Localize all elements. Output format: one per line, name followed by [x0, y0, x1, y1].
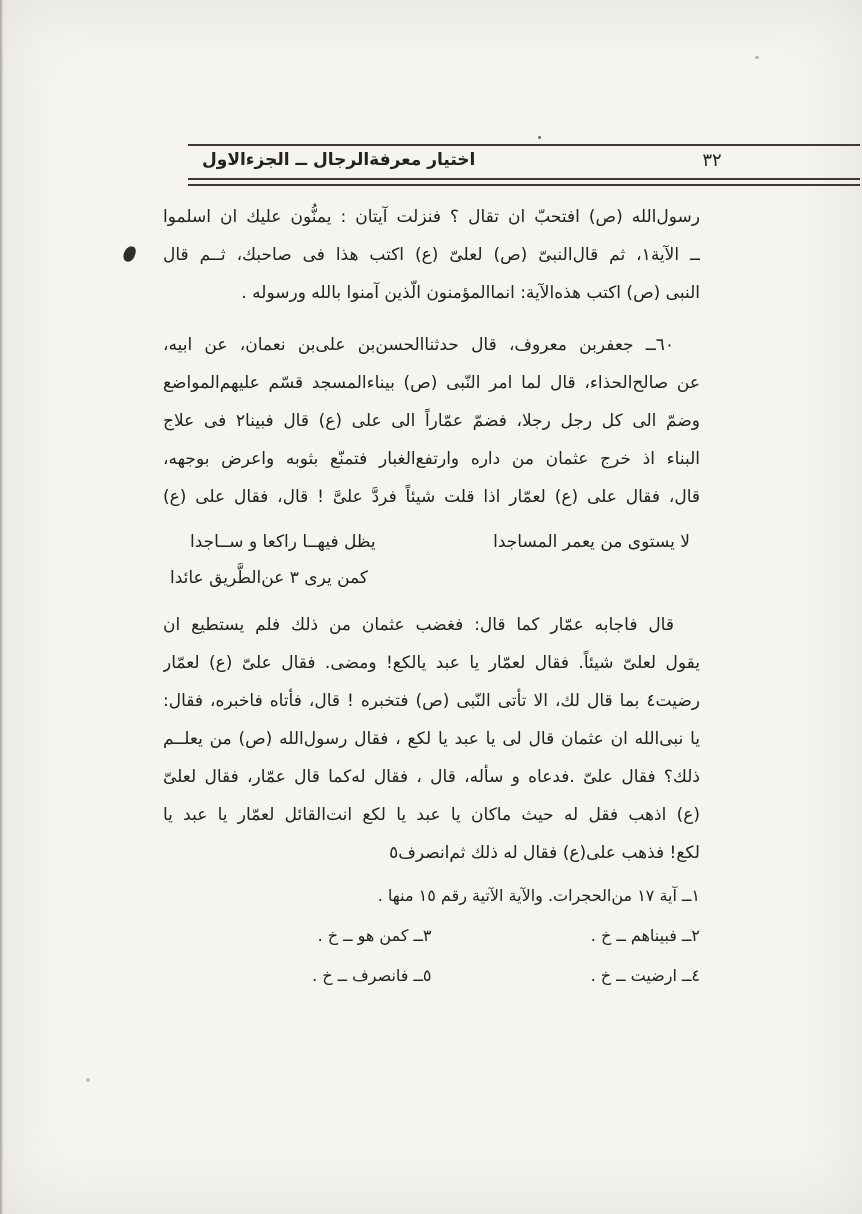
footnotes — [163, 876, 700, 996]
footnote-1: ١ــ آية ١٧ من‌الحجرات. والآية الآتية رقم ١٥ منها . — [377, 886, 700, 905]
text-line: يقول لعلىّ شيئاً. فقال لعمّار يا عبد يالكع! ومضى. فقال علىّ (ع) لعمّار — [163, 653, 700, 673]
footnote-4: ٤ــ ارضيت ــ خ . — [590, 966, 700, 985]
ink-blob-artifact — [122, 245, 137, 264]
scan-speck — [538, 136, 541, 139]
text-line: قال، فقال على (ع) لعمّار اذا قلت شيئاً فردَّ علىَّ ! قال، فقال على (ع) — [163, 487, 700, 507]
footnote-5: ٥ــ فانصرف ــ خ . — [312, 966, 432, 985]
poem-hemistich-right: لا يستوى من يعمر المساجدا — [493, 532, 690, 552]
header-rule-top — [188, 144, 860, 146]
poem-first-line — [163, 524, 700, 560]
text-line: عن صالح‌الحذاء، قال لما امر النّبى (ص) بيناءالمسجد قسّم عليهم‌المواضع — [163, 373, 700, 393]
text-line: ٦٠ــ جعفربن معروف، قال حدثناالحسن‌بن على‌بن نعمان، عن ابيه، — [163, 335, 674, 355]
text-line: رضيت٤ بما قال لك، الا تأتى النّبى (ص) فتخبره ! قال، فأتاه فاخبره، فقال: — [163, 691, 700, 711]
text-line: (ع) اذهب فقل له حيث ماكان يا عبد يا لكع انت‌القائل لعمّار يا عبد يا — [163, 805, 700, 825]
text-line: ــ الآية١، ثم قال‌النبىّ (ص) لعلىّ (ع) اكتب هذا فى صاحبك، ثــم قال — [163, 245, 700, 265]
footnote-2: ٢ــ فبيناهم ــ خ . — [590, 926, 700, 945]
poem — [163, 524, 700, 596]
text-line: وضمّ الى كل رجل رجلا، فضمّ عمّاراً الى على (ع) قال فبينا٢ فى علاج — [163, 411, 700, 431]
body-text — [163, 198, 700, 872]
paragraph-1 — [163, 198, 700, 312]
header-title: اختيار معرفة‌الرجال ــ الجزءالاول — [202, 150, 476, 170]
page-number: ٣٢ — [702, 150, 722, 171]
text-line: لكع! فذهب على(ع) فقال له ذلك ثم‌انصرف٥ — [389, 843, 700, 863]
poem-second-line: كمن يرى ٣ عن‌الطَّريق عائدا — [170, 568, 368, 588]
poem-hemistich-left: يظل فيهــا راكعا و ســاجدا — [190, 532, 376, 552]
text-line: البناء اذ خرج عثمان من داره وارتفع‌الغبار فتمنّع بثوبه واعرض بوجهه، — [163, 449, 700, 469]
scan-speck — [86, 1078, 90, 1082]
footnote-row — [163, 916, 700, 956]
text-line: رسول‌الله (ص) افتحبّ ان تقال ؟ فنزلت آيتان : يمنُّون عليك ان اسلموا — [163, 207, 700, 227]
text-line: النبى (ص) اكتب هذه‌الآية: انماالمؤمنون الّذين آمنوا بالله ورسوله . — [241, 283, 700, 303]
footnote-3: ٣ــ كمن هو ــ خ . — [317, 926, 432, 945]
footnote-row — [163, 956, 700, 996]
text-line: يا نبى‌الله ان عثمان قال لى يا عبد يا لكع ، فقال رسول‌الله (ص) من يعلــم — [163, 729, 700, 749]
page-header — [188, 144, 862, 190]
text-line: قال فاجابه عمّار كما قال: فغضب عثمان من ذلك فلم يستطيع ان — [163, 615, 674, 635]
paragraph-3 — [163, 606, 700, 872]
text-line: ذلك؟ فقال علىّ .فدعاه و سأله، قال ، فقال له‌كما قال عمّار، فقال لعلىّ — [163, 767, 700, 787]
scan-speck — [755, 56, 759, 59]
page-edge-shading — [0, 0, 5, 1214]
header-rule-bottom — [188, 178, 860, 186]
paragraph-2 — [163, 326, 700, 516]
